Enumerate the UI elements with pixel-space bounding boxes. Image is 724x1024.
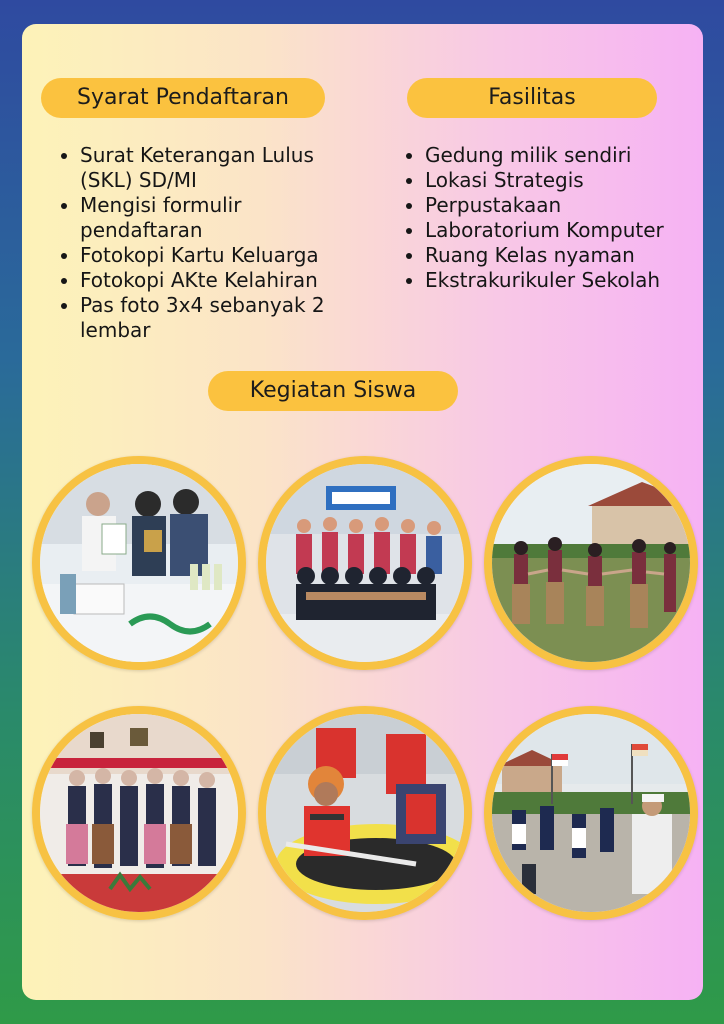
activities-heading: Kegiatan Siswa <box>208 371 458 411</box>
facilities-list <box>403 143 715 293</box>
activity-photo-outdoor-circle <box>484 456 698 670</box>
list-item: Gedung milik sendiri <box>425 143 715 168</box>
requirements-list <box>58 143 340 343</box>
list-item: Laboratorium Komputer <box>425 218 715 243</box>
list-item: Ekstrakurikuler Sekolah <box>425 268 715 293</box>
list-item: Fotokopi Kartu Keluarga <box>80 243 340 268</box>
list-item: Surat Keterangan Lulus (SKL) SD/MI <box>80 143 340 193</box>
requirements-heading: Syarat Pendaftaran <box>41 78 325 118</box>
list-item: Ruang Kelas nyaman <box>425 243 715 268</box>
activity-photo-group-indoor <box>258 456 472 670</box>
list-item: Fotokopi AKte Kelahiran <box>80 268 340 293</box>
activity-photo-rafting <box>258 706 472 920</box>
list-item: Pas foto 3x4 sebanyak 2 lembar <box>80 293 340 343</box>
list-item: Perpustakaan <box>425 193 715 218</box>
list-item: Lokasi Strategis <box>425 168 715 193</box>
activity-photo-product-display <box>32 456 246 670</box>
list-item: Mengisi formulir pendaftaran <box>80 193 340 243</box>
flyer-card <box>22 24 703 1000</box>
activity-photo-flag-field <box>484 706 698 920</box>
activity-photo-stage-group <box>32 706 246 920</box>
facilities-heading: Fasilitas <box>407 78 657 118</box>
